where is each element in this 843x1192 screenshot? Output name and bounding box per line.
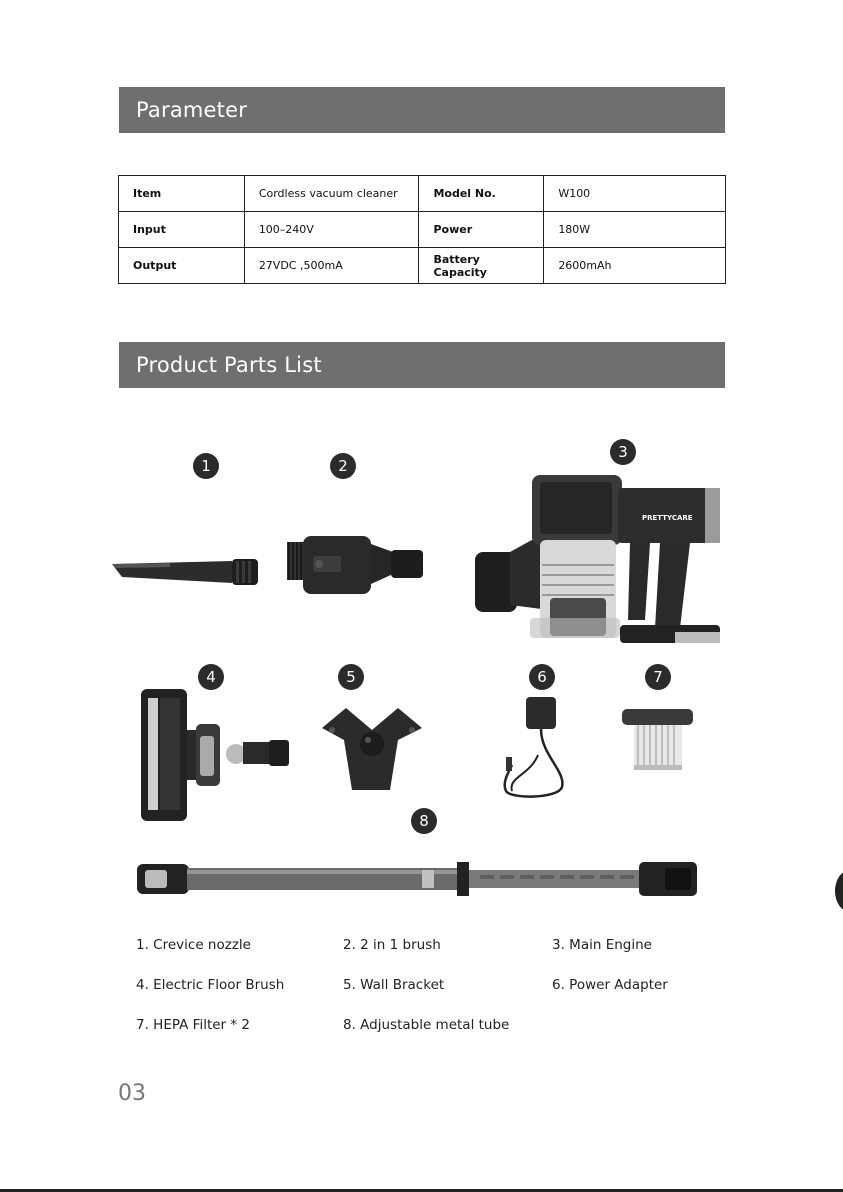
table-row: [119, 212, 726, 248]
legend-item: 4. Electric Floor Brush: [136, 977, 285, 993]
main-engine-image: [470, 470, 730, 650]
parameter-table: [118, 175, 726, 284]
edge-decoration: [835, 870, 843, 912]
wall-bracket-image: [318, 700, 426, 795]
part-number-badge: 1: [193, 453, 219, 479]
two-in-one-brush-image: [283, 520, 425, 600]
table-cell-label: Battery Capacity: [419, 248, 544, 284]
part-number-badge: 3: [610, 439, 636, 465]
table-cell-label: Input: [119, 212, 245, 248]
section-header-parts-list: Product Parts List: [119, 342, 725, 388]
table-row: [119, 176, 726, 212]
legend-item: 5. Wall Bracket: [343, 977, 445, 993]
part-number-badge: 5: [338, 664, 364, 690]
table-cell-value: Cordless vacuum cleaner: [244, 176, 419, 212]
hepa-filter-image: [620, 707, 695, 772]
table-row: [119, 248, 726, 284]
brand-text: PRETTYCARE: [642, 514, 693, 522]
table-cell-label: Item: [119, 176, 245, 212]
crevice-nozzle-image: [110, 555, 265, 595]
table-cell-value: 27VDC ,500mA: [244, 248, 419, 284]
table-cell-label: Model No.: [419, 176, 544, 212]
legend-item: 1. Crevice nozzle: [136, 937, 251, 953]
part-number-badge: 8: [411, 808, 437, 834]
legend-item: 8. Adjustable metal tube: [343, 1017, 510, 1033]
part-number-badge: 4: [198, 664, 224, 690]
table-cell-label: Power: [419, 212, 544, 248]
part-number-badge: 6: [529, 664, 555, 690]
legend-item: 6. Power Adapter: [552, 977, 668, 993]
legend-item: 2. 2 in 1 brush: [343, 937, 441, 953]
part-number-badge: 2: [330, 453, 356, 479]
power-adapter-image: [500, 695, 575, 807]
table-cell-label: Output: [119, 248, 245, 284]
page-number: 03: [118, 1081, 146, 1106]
table-cell-value: 2600mAh: [544, 248, 726, 284]
part-number-badge: 7: [645, 664, 671, 690]
table-cell-value: 180W: [544, 212, 726, 248]
section-header-parameter: Parameter: [119, 87, 725, 133]
electric-floor-brush-image: [138, 686, 293, 826]
legend-item: 7. HEPA Filter * 2: [136, 1017, 251, 1033]
legend-item: 3. Main Engine: [552, 937, 652, 953]
table-cell-value: 100–240V: [244, 212, 419, 248]
table-cell-value: W100: [544, 176, 726, 212]
adjustable-metal-tube-image: [135, 858, 700, 900]
